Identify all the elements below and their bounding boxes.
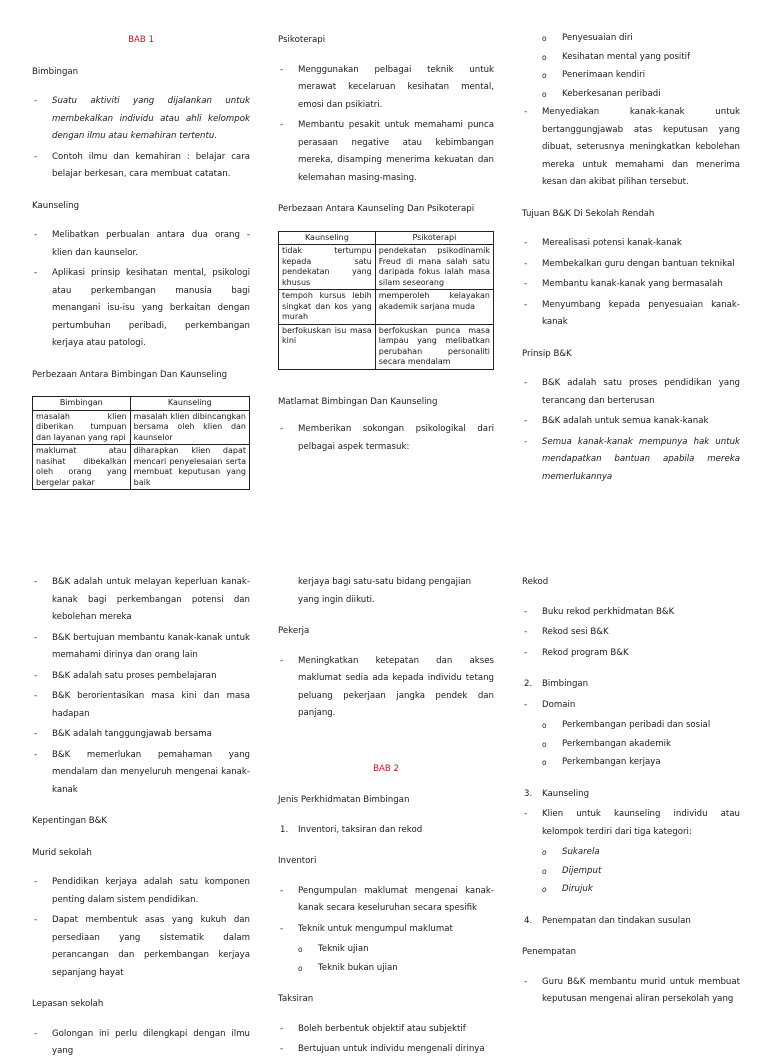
sub-list-item: o Keberkesanan peribadi <box>542 86 740 104</box>
list-item: - Membekalkan guru dengan bantuan teknikal <box>522 256 740 274</box>
section-heading: Kepentingan B&K <box>32 816 108 826</box>
table-row <box>279 245 494 290</box>
list-item: - Dapat membentuk asas yang kukuh dan persediaan yang sistematik dalam perancangan dan perkembangan kerjaya sepanjang hayat <box>32 912 250 982</box>
list-item: - Klien untuk kaunseling individu atau kelompok terdiri dari tiga kategori: <box>522 806 740 841</box>
p1-column-1 <box>32 22 250 490</box>
section-heading: Inventori <box>278 856 317 866</box>
page-1 <box>0 0 768 512</box>
section-heading: Lepasan sekolah <box>32 999 104 1009</box>
table-cell: pendekatan psikodinamik Freud di mana salah satu daripada fokus ialah masa silam seseorang <box>375 245 493 290</box>
list-item: - Contoh ilmu dan kemahiran : belajar cara belajar berkesan, cara membuat catatan. <box>32 149 250 184</box>
comparison-table <box>278 231 494 370</box>
section-heading: Psikoterapi <box>278 35 326 45</box>
section-heading: Bimbingan <box>32 66 79 77</box>
section-heading: Tujuan B&K Di Sekolah Rendah <box>522 208 655 219</box>
list-item: - B&K adalah untuk melayan keperluan kanak-kanak bagi perkembangan potensi dan kebolehan mereka <box>32 574 250 627</box>
list-item: - Membantu pesakit untuk memahami punca perasaan negative atau kebimbangan mereka, disamping menerima kekuatan dan kelemahan masing-masing. <box>278 117 494 187</box>
p2-column-1 <box>32 574 250 1064</box>
list-item: - B&K adalah tanggungjawab bersama <box>32 726 250 744</box>
list-item: - Guru B&K membantu murid untuk membuat keputusan mengenai aliran persekolah yang <box>522 974 740 1009</box>
table-header: Bimbingan <box>33 397 131 411</box>
section-heading: Penempatan <box>522 947 577 957</box>
list-item: - Melibatkan perbualan antara dua orang - klien dan kaunselor. <box>32 227 250 262</box>
table-row <box>279 290 494 325</box>
list-item: - Pengumpulan maklumat mengenai kanak-kanak secara keseluruhan secara spesifik <box>278 883 494 918</box>
sub-list-item: o Penyesuaian diri <box>542 30 740 48</box>
table-cell: berfokuskan punca masa lampau yang melibatkan perubahan personaliti secara mendalam <box>375 324 493 369</box>
list-item: - Buku rekod perkhidmatan B&K <box>522 604 740 622</box>
list-item: - Memberikan sokongan psikologikal dari pelbagai aspek termasuk: <box>278 421 494 456</box>
list-item: - Merealisasi potensi kanak-kanak <box>522 235 740 253</box>
list-item: - Semua kanak-kanak mempunya hak untuk mendapatkan bantuan apabila mereka memerlukannya <box>522 434 740 487</box>
section-heading: Jenis Perkhidmatan Bimbingan <box>278 795 410 805</box>
section-heading: Murid sekolah <box>32 847 92 858</box>
list-item: - Domain <box>522 697 740 715</box>
list-item: - Rekod program B&K <box>522 645 740 663</box>
p1-column-2 <box>278 22 494 459</box>
table-header: Kaunseling <box>279 231 376 245</box>
section-heading: Matlamat Bimbingan Dan Kaunseling <box>278 396 438 407</box>
sub-list-item: o Penerimaan kendiri <box>542 67 740 85</box>
numbered-item: 2. Bimbingan <box>524 679 589 689</box>
list-item: - Suatu aktiviti yang dijalankan untuk membekalkan individu atau ahli kelompok dengan ilmu atau kemahiran tertentu. <box>32 93 250 146</box>
sub-list-item: o Perkembangan akademik <box>542 736 740 754</box>
continued-text: kerjaya bagi satu-satu bidang pengajian yang ingin diikuti. <box>298 577 472 605</box>
table-cell: maklumat atau nasihat dibekalkan oleh orang yang bergelar pakar <box>33 445 131 490</box>
list-item: - Menyediakan kanak-kanak untuk bertanggungjawab atas keputusan yang dibuat, seterusnya meningkatkan kebolehan mereka untuk memahami dan menerima kesan dan akibat pilihan tersebut. <box>522 104 740 192</box>
sub-list-item: o Perkembangan kerjaya <box>542 754 740 772</box>
table-cell: masalah klien dibincangkan bersama oleh klien dan kaunselor <box>130 410 249 445</box>
section-heading: Perbezaan Antara Bimbingan Dan Kaunseling <box>32 369 228 380</box>
table-header: Kaunseling <box>130 397 249 411</box>
list-item: - Teknik untuk mengumpul maklumat <box>278 921 494 939</box>
table-row <box>33 410 250 445</box>
sub-list-item: o Kesihatan mental yang positif <box>542 49 740 67</box>
list-item: - Membantu kanak-kanak yang bermasalah <box>522 276 740 294</box>
list-item: - Menyumbang kepada penyesuaian kanak-kanak <box>522 297 740 332</box>
sub-list-item: o Teknik ujian <box>298 941 494 959</box>
chapter-heading: BAB 2 <box>373 763 399 774</box>
p2-column-2 <box>278 574 494 1062</box>
table-cell: berfokuskan isu masa kini <box>279 324 376 369</box>
numbered-item: 1. Inventori, taksiran dan rekod <box>280 824 423 835</box>
section-heading: Taksiran <box>278 994 314 1004</box>
sub-list-item: o Dirujuk <box>542 881 740 899</box>
table-cell: diharapkan klien dapat mencari penyelesaian serta membuat keputusan yang baik <box>130 445 249 490</box>
sub-list-item: o Dijemput <box>542 863 740 881</box>
list-item: - B&K adalah satu proses pembelajaran <box>32 668 250 686</box>
sub-list-item: o Sukarela <box>542 844 740 862</box>
section-heading: Prinsip B&K <box>522 348 572 359</box>
section-heading: Kaunseling <box>32 200 80 211</box>
list-item: - Boleh berbentuk objektif atau subjektif <box>278 1021 494 1039</box>
numbered-item: 4. Penempatan dan tindakan susulan <box>524 915 691 926</box>
table-cell: tidak tertumpu kepada satu pendekatan yang khusus <box>279 245 376 290</box>
p2-column-3 <box>522 574 740 1012</box>
list-item: - Rekod sesi B&K <box>522 624 740 642</box>
table-cell: masalah klien diberikan tumpuan dan layanan yang rapi <box>33 410 131 445</box>
table-row <box>279 324 494 369</box>
section-heading: Pekerja <box>278 626 310 636</box>
list-item: - Golongan ini perlu dilengkapi dengan ilmu yang <box>32 1026 250 1061</box>
list-item: - Pendidikan kerjaya adalah satu komponen penting dalam sistem pendidikan. <box>32 874 250 909</box>
page-2 <box>0 512 768 1056</box>
list-item: - B&K adalah satu proses pendidikan yang terancang dan berterusan <box>522 375 740 410</box>
list-item: - Meningkatkan ketepatan dan akses maklumat sedia ada kepada individu tetang peluang pekerjaan jangka pendek dan panjang. <box>278 653 494 723</box>
section-heading: Rekod <box>522 577 549 587</box>
table-cell: tempoh kursus lebih singkat dan kos yang murah <box>279 290 376 325</box>
list-item: - B&K berorientasikan masa kini dan masa hadapan <box>32 688 250 723</box>
chapter-heading: BAB 1 <box>128 35 154 45</box>
list-item: - Aplikasi prinsip kesihatan mental, psikologi atau perkembangan manusia bagi menangani isu-isu yang berkaitan dengan pertumbuhan peribadi, perkembangan kerjaya atau patologi. <box>32 265 250 353</box>
comparison-table <box>32 396 250 490</box>
list-item: - Bertujuan untuk individu mengenali dirinya <box>278 1041 494 1059</box>
numbered-item: 3. Kaunseling <box>524 788 590 799</box>
section-heading: Perbezaan Antara Kaunseling Dan Psikoterapi <box>278 204 475 214</box>
table-header: Psikoterapi <box>375 231 493 245</box>
list-item: - B&K memerlukan pemahaman yang mendalam dan menyeluruh mengenai kanak-kanak <box>32 747 250 800</box>
p1-column-3 <box>522 30 740 489</box>
table-row <box>33 445 250 490</box>
list-item: - Menggunakan pelbagai teknik untuk merawat kecelaruan kesihatan mental, emosi dan psikiatri. <box>278 62 494 115</box>
list-item: - B&K bertujuan membantu kanak-kanak untuk memahami dirinya dan orang lain <box>32 630 250 665</box>
sub-list-item: o Teknik bukan ujian <box>298 960 494 978</box>
list-item: - B&K adalah untuk semua kanak-kanak <box>522 413 740 431</box>
table-cell: memperoleh kelayakan akademik sarjana muda <box>375 290 493 325</box>
sub-list-item: o Perkembangan peribadi dan sosial <box>542 717 740 735</box>
